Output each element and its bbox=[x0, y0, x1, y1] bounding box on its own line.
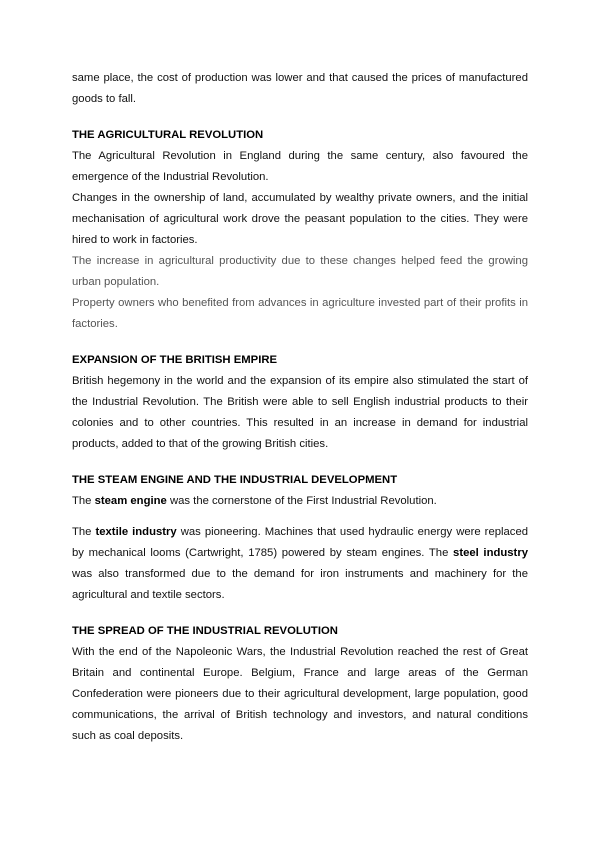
section-agricultural-revolution bbox=[72, 125, 528, 335]
bold-term: steam engine bbox=[94, 495, 167, 507]
bold-term: steel industry bbox=[453, 547, 528, 559]
section-heading: EXPANSION OF THE BRITISH EMPIRE bbox=[72, 354, 278, 366]
text-run: was also transformed due to the demand for iron instruments and machinery for the agricultural and textile sectors. bbox=[72, 568, 528, 601]
paragraph: British hegemony in the world and the expansion of its empire also stimulated the start of the Industrial Revolution. The British were able to sell English industrial products to their colonies and to other countries. This resulted in an increase in demand for industrial products, added to that of the growing British cities. bbox=[72, 375, 528, 450]
section-heading: THE STEAM ENGINE AND THE INDUSTRIAL DEVELOPMENT bbox=[72, 474, 398, 486]
paragraph: With the end of the Napoleonic Wars, the Industrial Revolution reached the rest of Great Britain and continental Europe. Belgium, France and large areas of the German Confederation were pioneers due to their agricultural development, large population, good communications, the arrival of British technology and investors, and natural conditions such as coal deposits. bbox=[72, 646, 528, 742]
section-steam-engine bbox=[72, 470, 528, 606]
paragraph bbox=[72, 522, 528, 606]
text-run: was pioneering. Machines that used hydraulic energy were replaced by mechanical looms (Cartwright, 1785) powered by steam engines. The bbox=[72, 526, 529, 559]
section-heading: THE AGRICULTURAL REVOLUTION bbox=[72, 129, 264, 141]
bold-term: textile industry bbox=[95, 526, 177, 538]
text-run: was the cornerstone of the First Industrial Revolution. bbox=[166, 495, 437, 507]
paragraph: The increase in agricultural productivity due to these changes helped feed the growing urban population. bbox=[72, 255, 528, 288]
paragraph: The Agricultural Revolution in England during the same century, also favoured the emergence of the Industrial Revolution. bbox=[72, 150, 528, 183]
paragraph: Changes in the ownership of land, accumulated by wealthy private owners, and the initial mechanisation of agricultural work drove the peasant population to the cities. They were hired to work in factories. bbox=[72, 192, 528, 246]
paragraph bbox=[72, 491, 528, 512]
paragraph: Property owners who benefited from advances in agriculture invested part of their profits in factories. bbox=[72, 297, 528, 330]
section-industrial-spread bbox=[72, 621, 528, 747]
section-british-empire bbox=[72, 350, 528, 455]
text-run: The bbox=[72, 495, 95, 507]
text-run: The bbox=[72, 526, 96, 538]
intro-paragraph: same place, the cost of production was lower and that caused the prices of manufactured goods to fall. bbox=[72, 72, 528, 105]
section-heading: THE SPREAD OF THE INDUSTRIAL REVOLUTION bbox=[72, 625, 338, 637]
